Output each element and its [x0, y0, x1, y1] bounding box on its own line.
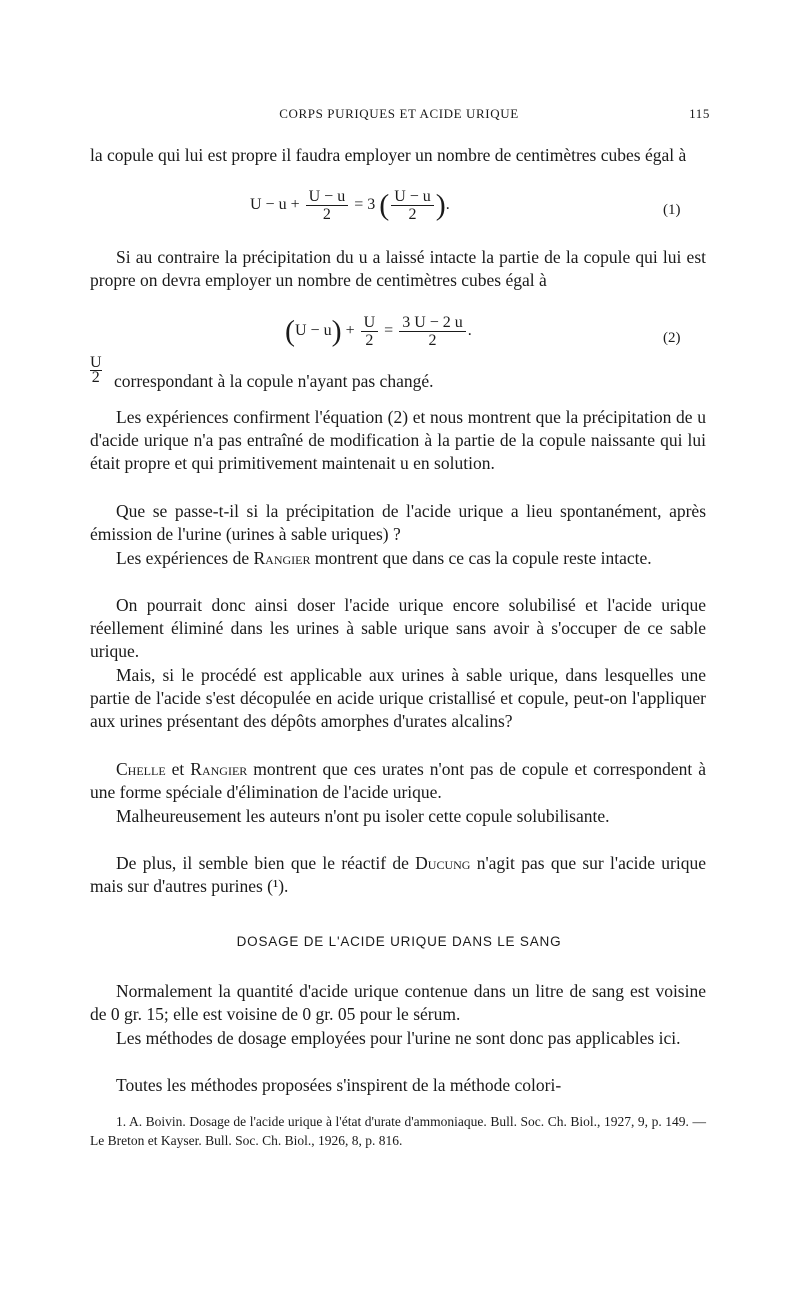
paragraph-1: la copule qui lui est propre il faudra employer un nombre de centimètres cubes égal à — [90, 145, 687, 165]
eq2-f2-numerator: 3 U − 2 u — [399, 314, 466, 332]
eq1-equals: = 3 — [354, 196, 376, 214]
eq2-equals: = — [384, 322, 394, 340]
equation-2: (U − u) + $\frac{U}{2}$ = $\frac{3 U - 2 u}{2}$ . — [285, 314, 472, 349]
paragraph-9 — [90, 758, 706, 804]
paragraph-8: Mais, si le procédé est applicable aux urines à sable urique, dans lesquelles une partie de l'acide s'est décopulée en acide urique cristallisé et copule, peut-on l'appliquer aux urines présentant des dépôts amorphes d'urates alcalins? — [90, 665, 706, 731]
eq2-left-paren: ( — [285, 314, 295, 348]
paragraph-10: Malheureusement les auteurs n'ont pu isoler cette copule solubilisante. — [116, 806, 610, 826]
u-over-2 — [90, 356, 102, 385]
section-title: DOSAGE DE L'ACIDE URIQUE DANS LE SANG — [236, 934, 562, 949]
eq1-f2-numerator: U − u — [391, 188, 434, 206]
eq2-f1-denominator: 2 — [365, 332, 374, 349]
equation-2-number: (2) — [663, 330, 681, 346]
eq1-right-paren: ) — [435, 188, 446, 222]
paragraph-14: Toutes les méthodes proposées s'inspirent de la méthode colori- — [116, 1075, 562, 1095]
u-over-2-numerator: U — [90, 354, 102, 371]
author-name-ducung: Ducung — [415, 853, 471, 873]
paragraph-4: Les expériences confirment l'équation (2) et nous montrent que la précipitation de u d'acide urique n'a pas entraîné de modification à la partie de la copule naissante qui lui était propre et qui primitivement maintenait u en solution. — [90, 407, 706, 473]
paragraph-7: On pourrait donc ainsi doser l'acide urique encore solubilisé et l'acide urique réellement éliminé dans les urines à sable urique sans avoir à s'occuper de ce sable urique. — [90, 595, 706, 661]
eq2-right-paren: ) — [331, 314, 342, 348]
eq1-fraction-2 — [391, 188, 434, 223]
author-name-chelle: Chelle — [116, 759, 166, 779]
eq1-fraction-1 — [306, 188, 349, 223]
p9-and: et — [171, 759, 185, 779]
eq2-f2-denominator: 2 — [428, 332, 437, 349]
running-header — [88, 106, 710, 126]
paragraph-3: correspondant à la copule n'ayant pas changé. — [114, 371, 434, 391]
eq1-lhs: U − u + — [250, 196, 300, 214]
eq2-paren-body: U − u — [295, 322, 332, 340]
eq1-f1-numerator: U − u — [306, 188, 349, 206]
paragraph-5: Que se passe-t-il si la précipitation de l'acide urique a lieu spontanément, après émission de l'urine (urines à sable uriques) ? — [90, 501, 706, 544]
eq1-f2-denominator: 2 — [408, 206, 417, 223]
eq2-f1-numerator: U — [361, 314, 379, 332]
running-title: CORPS PURIQUES ET ACIDE URIQUE — [279, 106, 519, 121]
equation-1: U − u + $\frac{U - u}{2}$ = 3 ( $\frac{U - u}{2}$ ). — [250, 188, 450, 223]
p11-text-after: n'agit pas que sur l'acide urique mais sur d'autres purines (¹). — [90, 853, 706, 896]
p11-text-before: De plus, il semble bien que le réactif de — [116, 853, 409, 873]
paragraph-6 — [90, 547, 706, 570]
u-over-2-denominator: 2 — [91, 369, 100, 386]
eq1-left-paren: ( — [379, 188, 390, 222]
footnote: 1. A. Boivin. Dosage de l'acide urique à l'état d'urate d'ammoniaque. Bull. Soc. Ch. Biol., 1927, 9, p. 149. — Le Breton et Kayser. Bull. Soc. Ch. Biol., 1926, 8, p. 816. — [90, 1114, 706, 1148]
eq2-plus: + — [345, 322, 355, 340]
paragraph-13: Les méthodes de dosage employées pour l'urine ne sont donc pas applicables ici. — [116, 1028, 681, 1048]
p6-text-before: Les expériences de — [116, 548, 250, 568]
p9-text-after: montrent que ces urates n'ont pas de copule et correspondent à une forme spéciale d'élimination de l'acide urique. — [90, 759, 706, 802]
paragraph-12: Normalement la quantité d'acide urique contenue dans un litre de sang est voisine de 0 gr. 15; elle est voisine de 0 gr. 05 pour le sérum. — [90, 981, 706, 1024]
paragraph-11 — [90, 852, 706, 898]
author-name-rangier-2: Rangier — [190, 759, 248, 779]
page-number: 115 — [689, 106, 710, 121]
author-name-rangier: Rangier — [253, 548, 311, 568]
eq1-f1-denominator: 2 — [322, 206, 331, 223]
p6-text-after: montrent que dans ce cas la copule reste intacte. — [314, 548, 652, 568]
eq2-fraction-2 — [399, 314, 466, 349]
paragraph-2: Si au contraire la précipitation du u a laissé intacte la partie de la copule qui lui est propre on devra employer un nombre de centimètres cubes égal à — [90, 247, 706, 290]
equation-1-number: (1) — [663, 202, 681, 218]
eq2-fraction-1 — [361, 314, 379, 349]
